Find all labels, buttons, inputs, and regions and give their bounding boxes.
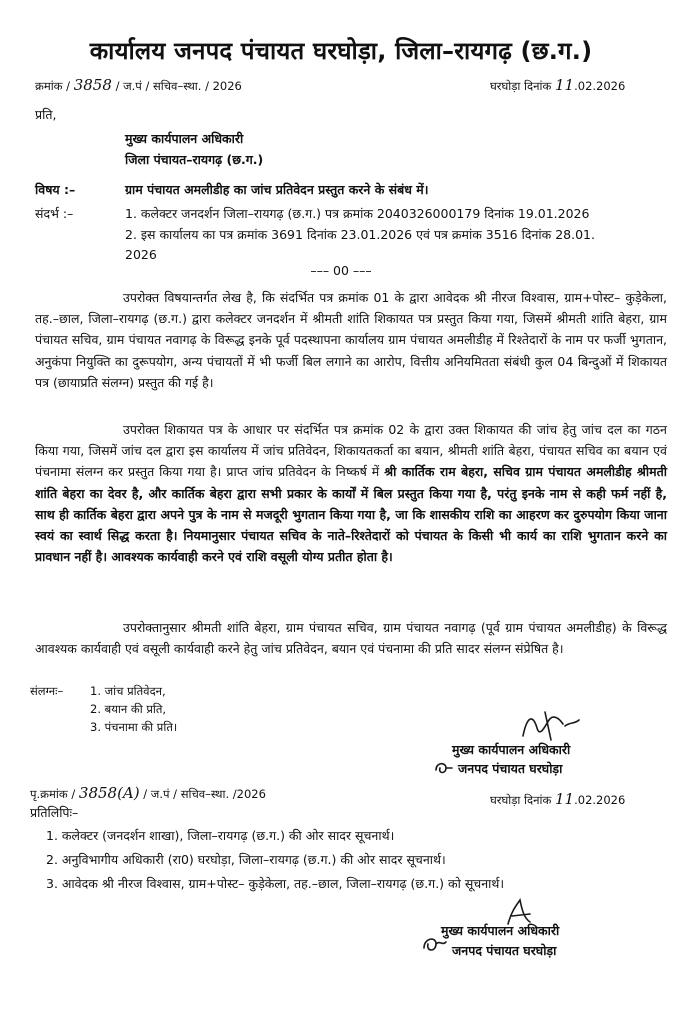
reference-label: संदर्भ :– bbox=[35, 206, 74, 221]
signature-mark bbox=[515, 706, 585, 746]
letter-number-handwritten: 3858 bbox=[73, 76, 112, 94]
reference-item-1: 1. कलेक्टर जनदर्शन जिला–रायगढ़ (छ.ग.) पत्र क्रमांक 2040326000179 दिनांक 19.01.2026 bbox=[125, 206, 590, 221]
letter-number-line bbox=[35, 76, 242, 94]
office-title: कार्यालय जनपद पंचायत घरघोड़ा, जिला–रायगढ़ (छ.ग.) bbox=[89, 37, 593, 65]
letter-number-suffix: / ज.पं / सचिव–स्था. / 2026 bbox=[115, 79, 242, 93]
enclosure-item: 3. पंचनामा की प्रति। bbox=[90, 720, 178, 734]
body-paragraph-2-text: उपरोक्त शिकायत पत्र के आधार पर संदर्भित पत्र क्रमांक 02 के द्वारा उक्त शिकायत की जांच हेतु जांच दल का गठन किया गया, जिसमें जांच दल द्वारा इस कार्यालय में जांच प्रतिवेदन, शिकायतकर्ता का बयान, श्रीमती शांति बेहरा, पंचायत सचिव का बयान एवं पंचनामा संलग्न कर प्रस्तुत किया गया है। प्राप्त जांच प्रतिवेदन के निष्कर्ष में bbox=[35, 422, 667, 480]
body-paragraph-2 bbox=[35, 419, 667, 567]
endorsement-number-suffix: / ज.पं / सचिव–स्था. /2026 bbox=[143, 787, 266, 801]
endorsement-date-day: 11 bbox=[555, 790, 575, 808]
endorsement-number-handwritten: 3858(A) bbox=[78, 784, 140, 802]
reference-item-2-continued: 2026 bbox=[125, 247, 157, 262]
signature-office: जनपद पंचायत घरघोड़ा bbox=[458, 761, 563, 776]
copy-item: 3. आवेदक श्री नीरज विश्वास, ग्राम+पोस्ट– कुड़ेकेला, तह.–छाल, जिला–रायगढ़ (छ.ग.) को सूचनार्थ। bbox=[46, 876, 505, 891]
body-paragraph-1 bbox=[35, 287, 667, 393]
endorsement-date-label: घरघोड़ा दिनांक bbox=[490, 793, 552, 807]
letter-date-day: 11 bbox=[555, 76, 575, 94]
letter-date-month-year: .02.2026 bbox=[574, 79, 626, 93]
signature-flourish bbox=[418, 930, 448, 956]
copy-item: 1. कलेक्टर (जनदर्शन शाखा), जिला–रायगढ़ (छ.ग.) की ओर सादर सूचनार्थ। bbox=[46, 828, 395, 843]
subject-label: विषय :– bbox=[35, 182, 76, 197]
body-paragraph-1-text: उपरोक्त विषयान्तर्गत लेख है, कि संदर्भित पत्र क्रमांक 01 के द्वारा आवेदक श्री नीरज विश्वास, ग्राम+पोस्ट– कुड़ेकेला, तह.–छाल, जिला–रायगढ़ (छ.ग.) द्वारा कलेक्टर जनदर्शन में श्रीमती शांति शिकायत पत्र प्रस्तुत किया गया, जिसमें श्रीमती शांति बेहरा, ग्राम पंचायत सचिव, ग्राम पंचायत नवागढ़ के विरूद्ध इनके पूर्व पदस्थापना कार्यालय ग्राम पंचायत अमलीडीह में रिश्तेदारों के नाम पर फर्जी भुगतान, अनुकंपा नियुक्ति का दुरूपयोग, अन्य पंचायतों में भी फर्जी बिल लगाने का आरोप, वित्तीय अनियमितता संबंधी कुल 04 बिन्दुओं में शिकायत पत्र (छायाप्रति संलग्न) प्रस्तुत की गई है। bbox=[35, 290, 667, 390]
prati-label: प्रति, bbox=[35, 107, 57, 122]
body-paragraph-3-text: उपरोक्तानुसार श्रीमती शांति बेहरा, ग्राम पंचायत सचिव, ग्राम पंचायत नवागढ़ (पूर्व ग्राम पंचायत अमलीडीह) के विरूद्ध आवश्यक कार्यवाही एवं वसूली कार्यवाही करने हेतु जांच प्रतिवेदन, बयान एवं पंचनामा की प्रति सादर संलग्न संप्रेषित है। bbox=[35, 620, 667, 657]
endorsement-date-month-year: .02.2026 bbox=[574, 793, 626, 807]
body-paragraph-2-bold-text: श्री कार्तिक राम बेहरा, सचिव ग्राम पंचायत अमलीडीह श्रीमती शांति बेहरा का देवर है, और कार्तिक बेहरा द्वारा सभी प्रकार के कार्यों में बिल प्रस्तुत किया गया है, परंतु इनके नाम से कही फर्म नहीं है, साथ ही कार्तिक बेहरा द्वारा अपने पुत्र के नाम से मजदूरी भुगतान किया गया है, जा कि शासकीय राशि का आहरण कर दुरुपयोग किया जाना स्वयं का स्वार्थ सिद्ध करता है। नियमानुसार पंचायत सचिव के नाते–रिश्तेदारों को पंचायत के किसी भी कार्य का राशि भुगतान करने का प्रावधान नहीं है। आवश्यक कार्यवाही करने एवं राशि वसूली योग्य प्रतीत होता है। bbox=[35, 464, 667, 565]
separator: ––– 00 ––– bbox=[310, 263, 372, 278]
endorsement-date bbox=[490, 790, 625, 808]
letter-date bbox=[490, 76, 625, 94]
signature-office: जनपद पंचायत घरघोड़ा bbox=[452, 943, 557, 958]
signature-designation: मुख्य कार्यपालन अधिकारी bbox=[441, 923, 560, 938]
letter-date-label: घरघोड़ा दिनांक bbox=[490, 79, 552, 93]
enclosure-item: 1. जांच प्रतिवेदन, bbox=[90, 684, 166, 698]
letter-number-prefix: क्रमांक / bbox=[35, 79, 71, 93]
signature-designation: मुख्य कार्यपालन अधिकारी bbox=[452, 742, 571, 757]
addressee-line1: मुख्य कार्यपालन अधिकारी bbox=[125, 131, 244, 146]
addressee-line2: जिला पंचायत–रायगढ़ (छ.ग.) bbox=[125, 152, 264, 167]
enclosure-label: संलग्नः– bbox=[30, 684, 64, 698]
copy-item: 2. अनुविभागीय अधिकारी (रा0) घरघोड़ा, जिला–रायगढ़ (छ.ग.) की ओर सादर सूचनार्थ। bbox=[46, 852, 446, 867]
body-paragraph-3 bbox=[35, 617, 667, 659]
enclosure-item: 2. बयान की प्रति, bbox=[90, 702, 167, 716]
signature-flourish bbox=[430, 758, 456, 778]
endorsement-number-prefix: पृ.क्रमांक / bbox=[30, 787, 76, 801]
subject-text: ग्राम पंचायत अमलीडीह का जांच प्रतिवेदन प्रस्तुत करने के संबंध में। bbox=[125, 182, 429, 197]
reference-item-2: 2. इस कार्यालय का पत्र क्रमांक 3691 दिनांक 23.01.2026 एवं पत्र क्रमांक 3516 दिनांक 28.01. bbox=[125, 227, 595, 242]
copy-label: प्रतिलिपिः– bbox=[30, 805, 79, 820]
endorsement-number-line bbox=[30, 784, 266, 802]
